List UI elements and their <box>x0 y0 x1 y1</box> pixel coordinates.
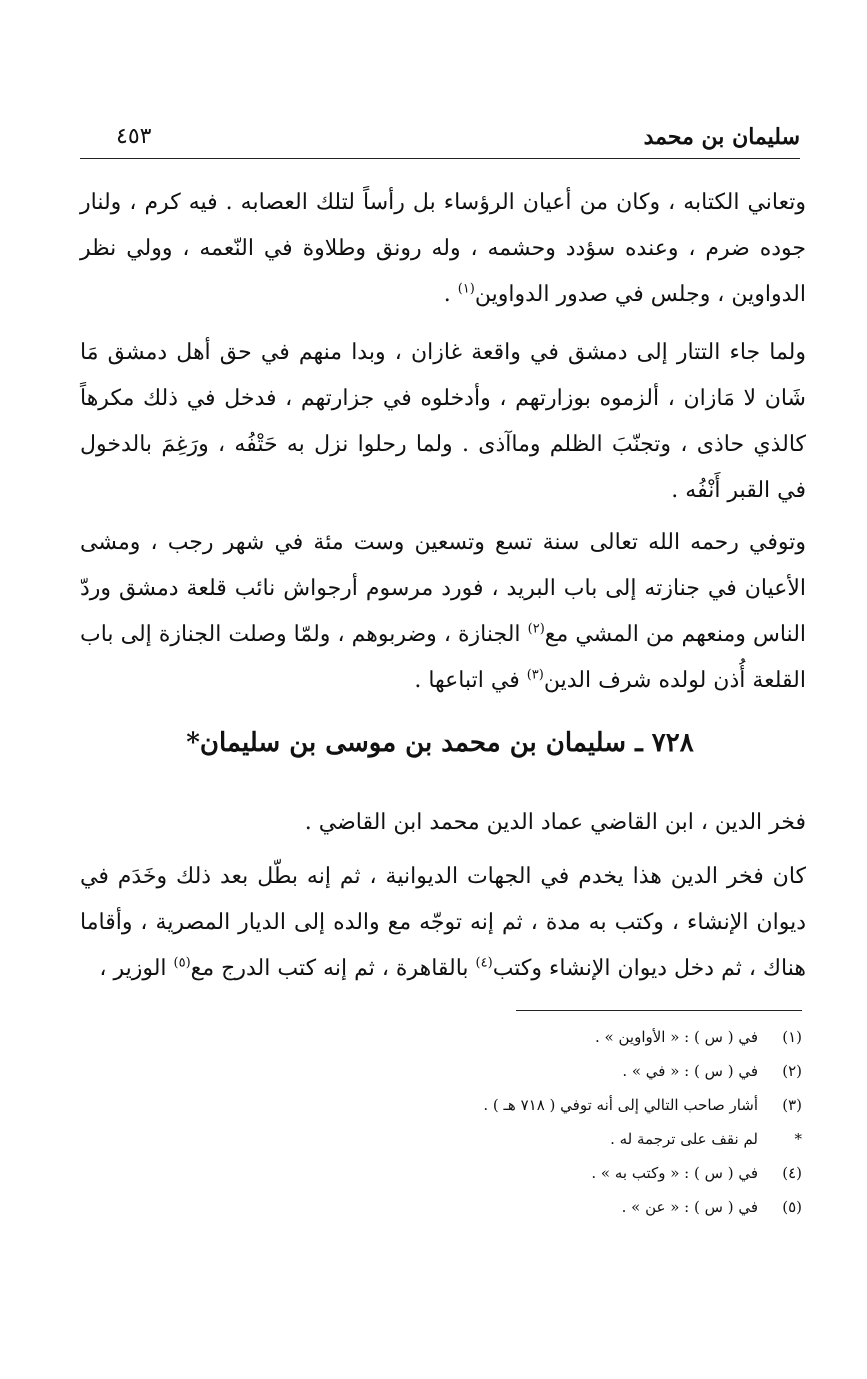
footnote-text: في ( س ) : « في » . <box>622 1062 758 1080</box>
paragraph-3-text-a: وتوفي رحمه الله تعالى سنة تسع وتسعين وست مئة في شهر رجب ، ومشى الأعيان في جنازته إلى باب البريد ، فورد مرسوم أرجواش نائب قلعة دمشق وردّ الناس ومنعهم من المشي مع <box>80 530 807 647</box>
footnote-ref-4: (٤) <box>475 955 493 971</box>
footnote-text: في ( س ) : « الأواوين » . <box>595 1028 758 1046</box>
paragraph-1 <box>80 180 806 318</box>
footnote-item <box>420 1190 802 1224</box>
footnote-text: أشار صاحب التالي إلى أنه توفي ( ٧١٨ هـ ) . <box>483 1096 758 1114</box>
footnote-item <box>420 1088 802 1122</box>
footnote-ref-1: (١) <box>457 281 475 297</box>
paragraph-6-text-c: الوزير ، <box>99 956 174 981</box>
footnote-marker: (٣) <box>782 1096 802 1114</box>
footnote-text: في ( س ) : « عن » . <box>621 1198 758 1216</box>
running-title: سليمان بن محمد <box>643 124 800 150</box>
footnote-text: لم نقف على ترجمة له . <box>610 1130 758 1148</box>
footnote-divider <box>516 1010 802 1011</box>
paragraph-1-end: . <box>443 282 458 307</box>
footnote-marker: * <box>794 1130 802 1148</box>
paragraph-6-text-b: بالقاهرة ، ثم إنه كتب الدرج مع <box>190 956 476 981</box>
entry-heading: ٧٢٨ ـ سليمان بن محمد بن موسى بن سليمان* <box>186 728 694 758</box>
paragraph-2: ولما جاء التتار إلى دمشق في واقعة غازان ، وبدا منهم في حق أهل دمشق مَا شَان لا مَازان ، ألزموه بوزارتهم ، وأدخلوه في جزارتهم ، فدخل في ذلك مكرهاً كالذي حاذى ، وتجنّبَ الظلم وماآذى . ولما رحلوا نزل به حَتْفُه ، ورَغِمَ بالدخول في القبر أَنْفُه . <box>80 340 806 503</box>
footnote-item <box>420 1054 802 1088</box>
footnote-item <box>420 1122 802 1156</box>
footnote-marker: (٥) <box>782 1198 802 1216</box>
footnote-text: في ( س ) : « وكتب به » . <box>591 1164 758 1182</box>
page-number: ٤٥٣ <box>116 124 152 149</box>
paragraph-1-text: وتعاني الكتابه ، وكان من أعيان الرؤساء بل رأساً لتلك العصابه . فيه كرم ، ولنار جوده ضرم ، وعنده سؤدد وحشمه ، وله رونق وطلاوة في النّعمه ، وولي نظر الدواوين ، وجلس في صدور الدواوين <box>80 190 806 307</box>
footnote-marker: (٢) <box>782 1062 802 1080</box>
paragraph-6 <box>80 854 806 992</box>
footnote-item <box>420 1156 802 1190</box>
footnote-ref-2: (٢) <box>527 621 545 637</box>
footnote-ref-3: (٣) <box>526 667 544 683</box>
paragraph-3-text-b: الجنازة ، وضربوهم ، ولمّا وصلت الجنازة إلى باب القلعة أُذن لولده شرف الدين <box>80 622 806 693</box>
paragraph-6-text-a: كان فخر الدين هذا يخدم في الجهات الديوانية ، ثم إنه بطّل بعد ذلك وخَدَم في ديوان الإنشاء ، وكتب به مدة ، ثم إنه توجّه مع والده إلى الديار المصرية ، وأقاما هناك ، ثم دخل ديوان الإنشاء وكتب <box>80 864 806 981</box>
footnotes <box>420 1020 802 1224</box>
footnote-marker: (١) <box>782 1028 802 1046</box>
footnote-item <box>420 1020 802 1054</box>
paragraph-3-text-c: في اتباعها . <box>414 668 527 693</box>
paragraph-5: فخر الدين ، ابن القاضي عماد الدين محمد ابن القاضي . <box>304 810 806 835</box>
paragraph-3 <box>80 520 806 704</box>
footnote-marker: (٤) <box>782 1164 802 1182</box>
footnote-ref-5: (٥) <box>173 955 191 971</box>
page-header <box>80 118 800 159</box>
